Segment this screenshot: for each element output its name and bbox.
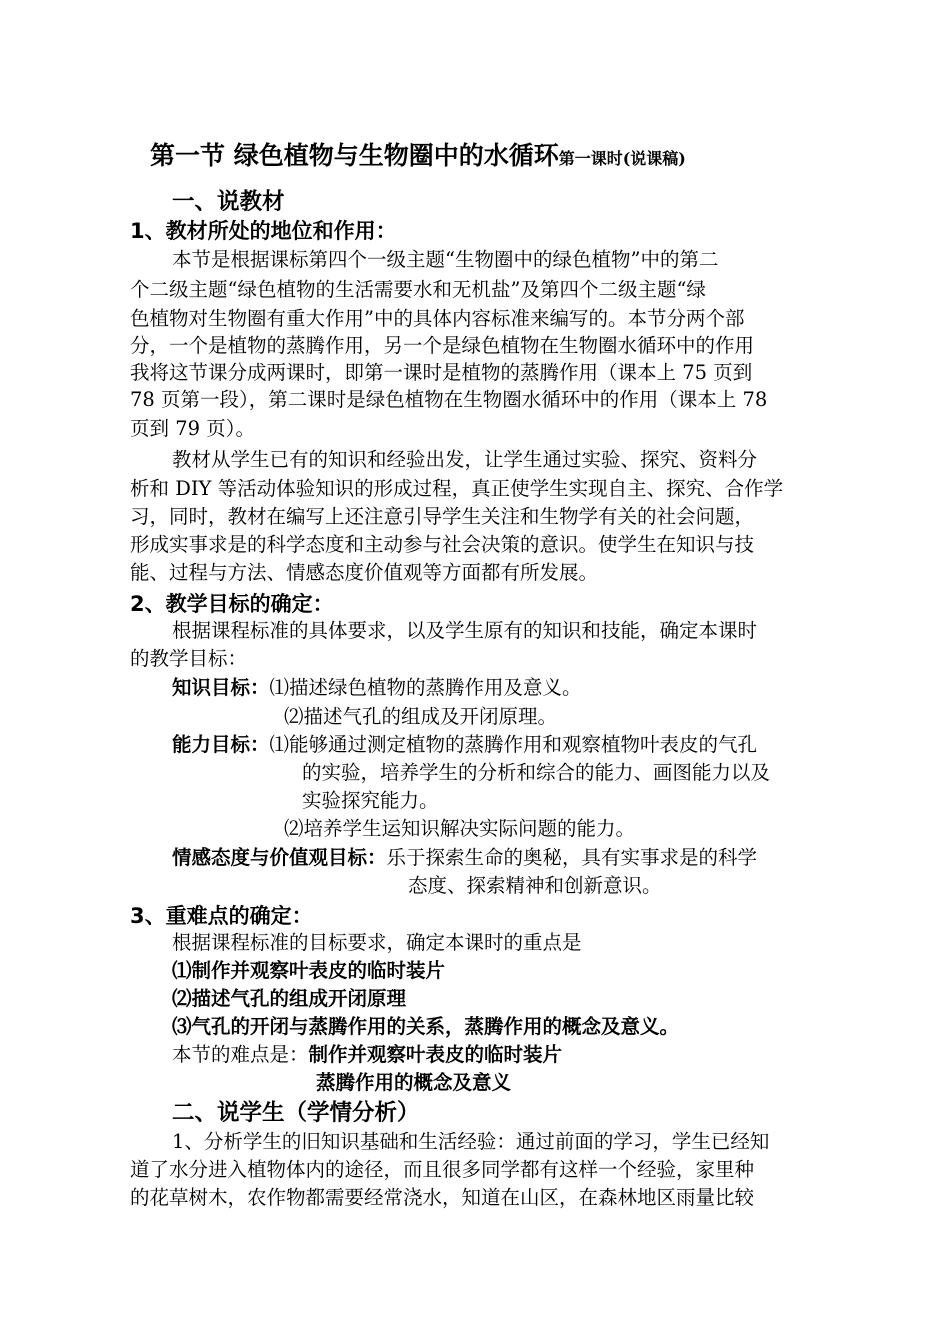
difficult-point: 蒸腾作用的概念及意义 <box>316 1071 512 1094</box>
para-line: 习，同时，教材在编写上还注意引导学生关注和生物学有关的社会问题， <box>130 505 755 528</box>
emotion-goal-line: 态度、探索精神和创新意识。 <box>408 874 662 897</box>
section2-heading: 二、说学生（学情分析） <box>172 1100 420 1126</box>
para-line: 我将这节课分成两课时，即第一课时是植物的蒸腾作用（课本上 75 页到 <box>130 361 753 384</box>
sub3-heading: 3、重难点的确定： <box>130 904 313 928</box>
title-main: 第一节 绿色植物与生物圈中的水循环 <box>150 141 559 170</box>
para-line: 页到 79 页）。 <box>130 417 255 440</box>
section2-para-line: 的花草树木，农作物都需要经常浇水，知道在山区，在森林地区雨量比较 <box>130 1186 755 1209</box>
knowledge-goal-2: ⑵描述气孔的组成及开闭原理。 <box>284 705 558 728</box>
para-line: 能、过程与方法、情感态度价值观等方面都有所发展。 <box>130 561 599 584</box>
sub1-heading: 1、教材所处的地位和作用： <box>130 219 397 243</box>
key-point: ⑵描述气孔的组成开闭原理 <box>172 987 407 1010</box>
ability-goal-row <box>172 733 757 757</box>
document-title <box>150 140 686 172</box>
section2-para-line: 道了水分进入植物体内的途径，而且很多同学都有这样一个经验，家里种 <box>130 1158 755 1181</box>
para-line: 析和 DIY 等活动体验知识的形成过程，真正使学生实现自主、探究、合作学 <box>130 477 784 500</box>
key-point: ⑶气孔的开闭与蒸腾作用的关系，蒸腾作用的概念及意义。 <box>172 1015 680 1038</box>
para-line: 个二级主题“绿色植物的生活需要水和无机盐”及第四个二级主题“绿 <box>130 278 706 301</box>
section2-para-line: 1、分析学生的旧知识基础和生活经验：通过前面的学习，学生已经知 <box>172 1130 770 1153</box>
sub3-intro: 根据课程标准的目标要求，确定本课时的重点是 <box>172 931 582 954</box>
emotion-goal-label: 情感态度与价值观目标： <box>172 846 387 869</box>
para-line: 色植物对生物圈有重大作用”中的具体内容标准来编写的。本节分两个部 <box>130 307 745 330</box>
para-line: 教材从学生已有的知识和经验出发，让学生通过实验、探究、资料分 <box>172 448 758 471</box>
knowledge-goal-label: 知识目标： <box>172 676 270 699</box>
para-line: 78 页第一段），第二课时是绿色植物在生物圈水循环中的作用（课本上 78 <box>130 388 768 411</box>
emotion-goal-line: 乐于探索生命的奥秘，具有实事求是的科学 <box>386 846 758 869</box>
difficult-point: 制作并观察叶表皮的临时装片 <box>308 1043 563 1066</box>
para-line: 分，一个是植物的蒸腾作用，另一个是绿色植物在生物圈水循环中的作用 <box>130 334 755 357</box>
difficult-row <box>172 1043 562 1067</box>
sub2-intro-line: 的教学目标： <box>130 647 248 670</box>
ability-goal-1-line: ⑴能够通过测定植物的蒸腾作用和观察植物叶表皮的气孔 <box>269 733 758 756</box>
para-line: 本节是根据课标第四个一级主题“生物圈中的绿色植物”中的第二 <box>172 248 719 271</box>
difficult-label: 本节的难点是： <box>172 1043 309 1066</box>
sub2-heading: 2、教学目标的确定： <box>130 592 334 616</box>
ability-goal-1-line: 的实验，培养学生的分析和综合的能力、画图能力以及 <box>302 761 771 784</box>
section1-heading: 一、说教材 <box>172 189 285 215</box>
title-sub: 第一课时(说课稿) <box>558 149 686 168</box>
knowledge-goal-row <box>172 676 582 700</box>
knowledge-goal-1: ⑴描述绿色植物的蒸腾作用及意义。 <box>269 676 582 699</box>
ability-goal-1-line: 实验探究能力。 <box>302 789 439 812</box>
ability-goal-label: 能力目标： <box>172 733 270 756</box>
ability-goal-2: ⑵培养学生运知识解决实际问题的能力。 <box>284 817 636 840</box>
emotion-goal-row <box>172 846 757 870</box>
para-line: 形成实事求是的科学态度和主动参与社会决策的意识。使学生在知识与技 <box>130 533 755 556</box>
key-point: ⑴制作并观察叶表皮的临时装片 <box>172 959 446 982</box>
sub2-intro-line: 根据课程标准的具体要求，以及学生原有的知识和技能，确定本课时 <box>172 619 758 642</box>
